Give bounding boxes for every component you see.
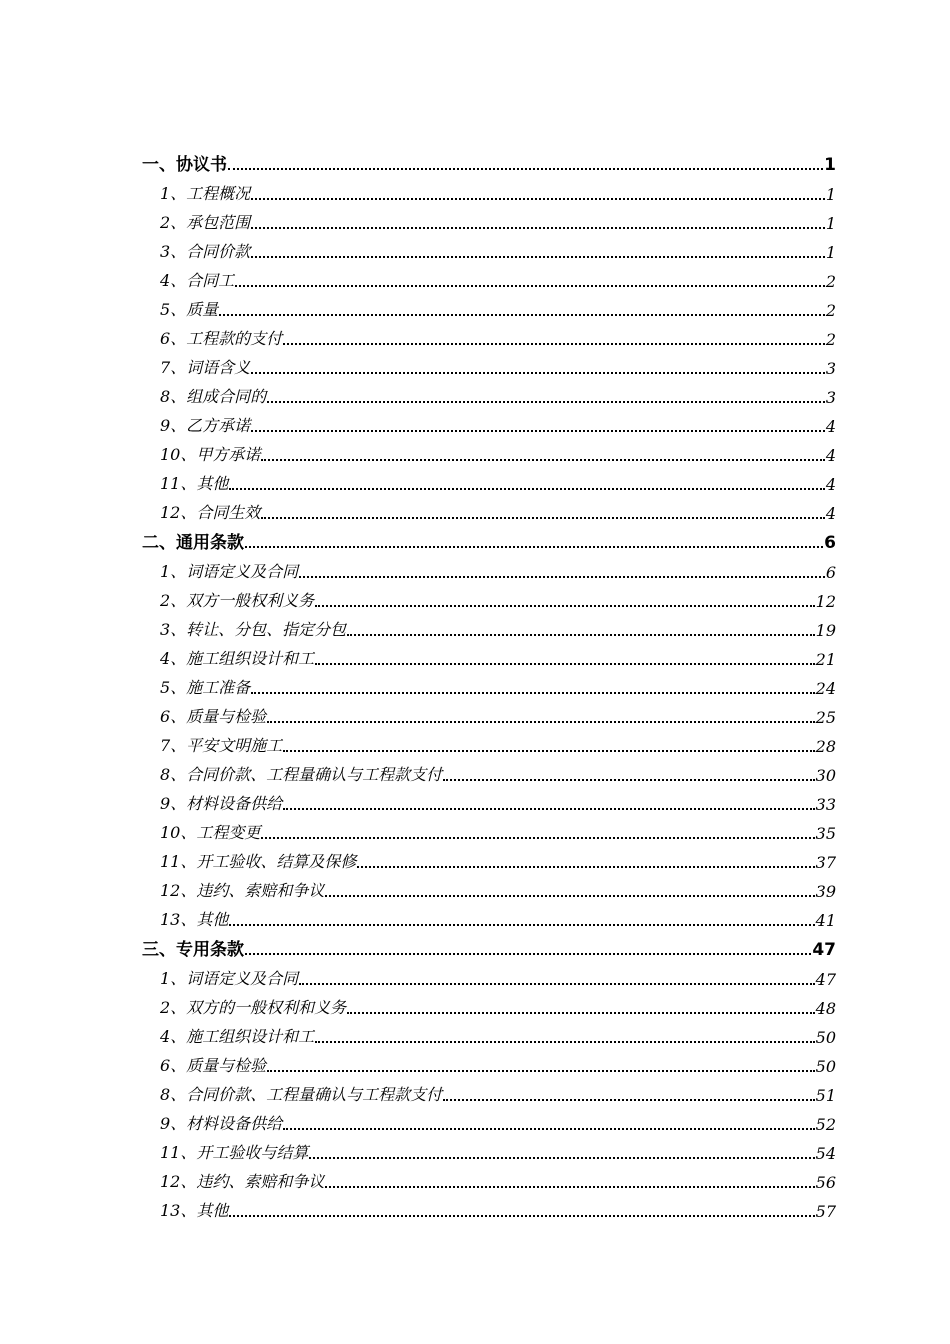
toc-section-title: 一、协议书 <box>142 155 227 175</box>
toc-leader-dots <box>261 459 824 461</box>
toc-item-title: 4、施工组织设计和工 <box>160 649 315 668</box>
toc-item-entry[interactable] <box>142 1166 836 1195</box>
toc-leader-dots <box>261 517 824 519</box>
toc-item-entry[interactable] <box>142 410 836 439</box>
toc-item-title: 6、工程款的支付 <box>160 329 283 348</box>
toc-item-title: 8、合同价款、工程量确认与工程款支付 <box>160 765 443 784</box>
toc-page-number: 48 <box>815 999 836 1018</box>
toc-page-number: 6 <box>824 533 836 553</box>
toc-page-number: 4 <box>825 504 836 523</box>
toc-item-title: 13、其他 <box>160 1201 229 1220</box>
toc-leader-dots <box>251 692 814 694</box>
toc-page-number: 3 <box>825 359 836 378</box>
toc-item-entry[interactable] <box>142 875 836 904</box>
toc-item-title: 8、合同价款、工程量确认与工程款支付 <box>160 1085 443 1104</box>
toc-page-number: 4 <box>825 417 836 436</box>
toc-item-entry[interactable] <box>142 352 836 381</box>
toc-item-entry[interactable] <box>142 585 836 614</box>
toc-leader-dots <box>251 227 825 229</box>
toc-item-entry[interactable] <box>142 468 836 497</box>
toc-item-entry[interactable] <box>142 788 836 817</box>
toc-leader-dots <box>283 808 814 810</box>
toc-page-number: 6 <box>825 563 836 582</box>
toc-item-entry[interactable] <box>142 1137 836 1166</box>
toc-item-title: 10、甲方承诺 <box>160 445 261 464</box>
toc-item-entry[interactable] <box>142 439 836 468</box>
toc-page-number: 28 <box>815 737 836 756</box>
toc-item-entry[interactable] <box>142 207 836 236</box>
toc-page-number: 37 <box>815 853 836 872</box>
toc-leader-dots <box>315 605 814 607</box>
toc-item-title: 7、词语含义 <box>160 358 251 377</box>
toc-leader-dots <box>315 663 814 665</box>
toc-leader-dots <box>299 983 814 985</box>
toc-leader-dots <box>347 634 814 636</box>
toc-section-title: 三、专用条款 <box>142 940 244 960</box>
toc-leader-dots <box>283 1128 814 1130</box>
toc-item-entry[interactable] <box>142 614 836 643</box>
toc-item-entry[interactable] <box>142 323 836 352</box>
toc-page-number: 52 <box>815 1115 836 1134</box>
toc-item-entry[interactable] <box>142 265 836 294</box>
toc-page-number: 47 <box>815 970 836 989</box>
toc-item-title: 1、词语定义及合同 <box>160 562 299 581</box>
toc-page-number: 39 <box>815 882 836 901</box>
toc-leader-dots <box>325 895 814 897</box>
toc-item-title: 1、工程概况 <box>160 184 251 203</box>
toc-leader-dots <box>245 546 823 548</box>
toc-item-entry[interactable] <box>142 963 836 992</box>
toc-item-entry[interactable] <box>142 381 836 410</box>
toc-page-number: 56 <box>815 1173 836 1192</box>
toc-item-title: 11、开工验收与结算 <box>160 1143 309 1162</box>
toc-section-entry[interactable] <box>142 526 836 556</box>
toc-item-title: 7、平安文明施工 <box>160 736 283 755</box>
toc-leader-dots <box>235 285 825 287</box>
toc-leader-dots <box>261 837 814 839</box>
toc-item-title: 2、双方的一般权利和义务 <box>160 998 347 1017</box>
toc-item-title: 8、组成合同的 <box>160 387 267 406</box>
toc-item-entry[interactable] <box>142 178 836 207</box>
toc-page-number: 50 <box>815 1057 836 1076</box>
toc-leader-dots <box>251 256 825 258</box>
toc-page-number: 33 <box>815 795 836 814</box>
toc-page-number: 57 <box>815 1202 836 1221</box>
toc-item-entry[interactable] <box>142 236 836 265</box>
toc-item-entry[interactable] <box>142 1195 836 1224</box>
toc-leader-dots <box>229 1215 814 1217</box>
toc-leader-dots <box>325 1186 814 1188</box>
toc-leader-dots <box>315 1041 814 1043</box>
toc-page-number: 4 <box>825 446 836 465</box>
toc-item-entry[interactable] <box>142 730 836 759</box>
toc-page-number: 30 <box>815 766 836 785</box>
toc-page-number: 2 <box>825 272 836 291</box>
toc-item-title: 2、承包范围 <box>160 213 251 232</box>
toc-item-title: 11、其他 <box>160 474 229 493</box>
toc-section-entry[interactable] <box>142 148 836 178</box>
toc-item-entry[interactable] <box>142 643 836 672</box>
toc-page-number: 51 <box>815 1086 836 1105</box>
toc-page-number: 41 <box>815 911 836 930</box>
toc-item-entry[interactable] <box>142 817 836 846</box>
toc-page-number: 1 <box>825 185 836 204</box>
toc-page-number: 4 <box>825 475 836 494</box>
toc-item-title: 12、合同生效 <box>160 503 261 522</box>
toc-leader-dots <box>229 488 824 490</box>
toc-page-number: 21 <box>815 650 836 669</box>
toc-page-number: 3 <box>825 388 836 407</box>
toc-page-number: 25 <box>815 708 836 727</box>
toc-page-number: 50 <box>815 1028 836 1047</box>
toc-leader-dots <box>267 401 825 403</box>
toc-leader-dots <box>309 1157 814 1159</box>
toc-item-title: 12、违约、索赔和争议 <box>160 1172 325 1191</box>
toc-item-entry[interactable] <box>142 904 836 933</box>
toc-item-entry[interactable] <box>142 1021 836 1050</box>
toc-item-title: 2、双方一般权利义务 <box>160 591 315 610</box>
toc-item-title: 9、材料设备供给 <box>160 794 283 813</box>
toc-page-number: 47 <box>812 940 836 960</box>
toc-leader-dots <box>443 1099 814 1101</box>
toc-leader-dots <box>299 576 825 578</box>
toc-leader-dots <box>251 430 825 432</box>
toc-item-title: 13、其他 <box>160 910 229 929</box>
toc-item-entry[interactable] <box>142 1050 836 1079</box>
toc-page-number: 54 <box>815 1144 836 1163</box>
toc-leader-dots <box>267 1070 814 1072</box>
toc-leader-dots <box>443 779 814 781</box>
toc-item-title: 3、转让、分包、指定分包 <box>160 620 347 639</box>
toc-leader-dots <box>251 198 825 200</box>
toc-leader-dots <box>357 866 814 868</box>
toc-item-entry[interactable] <box>142 1108 836 1137</box>
toc-item-entry[interactable] <box>142 497 836 526</box>
toc-item-entry[interactable] <box>142 1079 836 1108</box>
toc-page-number: 12 <box>815 592 836 611</box>
toc-item-title: 10、工程变更 <box>160 823 261 842</box>
toc-page-number: 19 <box>815 621 836 640</box>
toc-item-title: 11、开工验收、结算及保修 <box>160 852 357 871</box>
toc-leader-dots <box>267 721 814 723</box>
toc-leader-dots <box>229 924 814 926</box>
toc-page-number: 2 <box>825 330 836 349</box>
toc-item-title: 5、质量 <box>160 300 219 319</box>
toc-section-entry[interactable] <box>142 933 836 963</box>
toc-leader-dots <box>283 343 825 345</box>
toc-leader-dots <box>251 372 825 374</box>
toc-item-title: 9、乙方承诺 <box>160 416 251 435</box>
toc-item-title: 4、施工组织设计和工 <box>160 1027 315 1046</box>
toc-page-number: 2 <box>825 301 836 320</box>
table-of-contents <box>142 148 836 1224</box>
toc-leader-dots <box>228 168 823 170</box>
toc-item-title: 9、材料设备供给 <box>160 1114 283 1133</box>
toc-page-number: 1 <box>825 214 836 233</box>
toc-page-number: 1 <box>824 155 836 175</box>
toc-leader-dots <box>283 750 814 752</box>
toc-page-number: 24 <box>815 679 836 698</box>
toc-item-entry[interactable] <box>142 556 836 585</box>
toc-item-entry[interactable] <box>142 294 836 323</box>
toc-item-entry[interactable] <box>142 701 836 730</box>
toc-item-entry[interactable] <box>142 672 836 701</box>
toc-item-title: 5、施工准备 <box>160 678 251 697</box>
toc-item-title: 4、合同工 <box>160 271 235 290</box>
toc-section-title: 二、通用条款 <box>142 533 244 553</box>
toc-page-number: 1 <box>825 243 836 262</box>
toc-item-title: 1、词语定义及合同 <box>160 969 299 988</box>
toc-page-number: 35 <box>815 824 836 843</box>
toc-leader-dots <box>347 1012 814 1014</box>
toc-item-title: 12、违约、索赔和争议 <box>160 881 325 900</box>
toc-item-title: 6、质量与检验 <box>160 1056 267 1075</box>
toc-item-entry[interactable] <box>142 846 836 875</box>
toc-leader-dots <box>219 314 825 316</box>
toc-item-entry[interactable] <box>142 992 836 1021</box>
toc-item-title: 6、质量与检验 <box>160 707 267 726</box>
toc-item-entry[interactable] <box>142 759 836 788</box>
toc-leader-dots <box>245 953 811 955</box>
toc-item-title: 3、合同价款 <box>160 242 251 261</box>
